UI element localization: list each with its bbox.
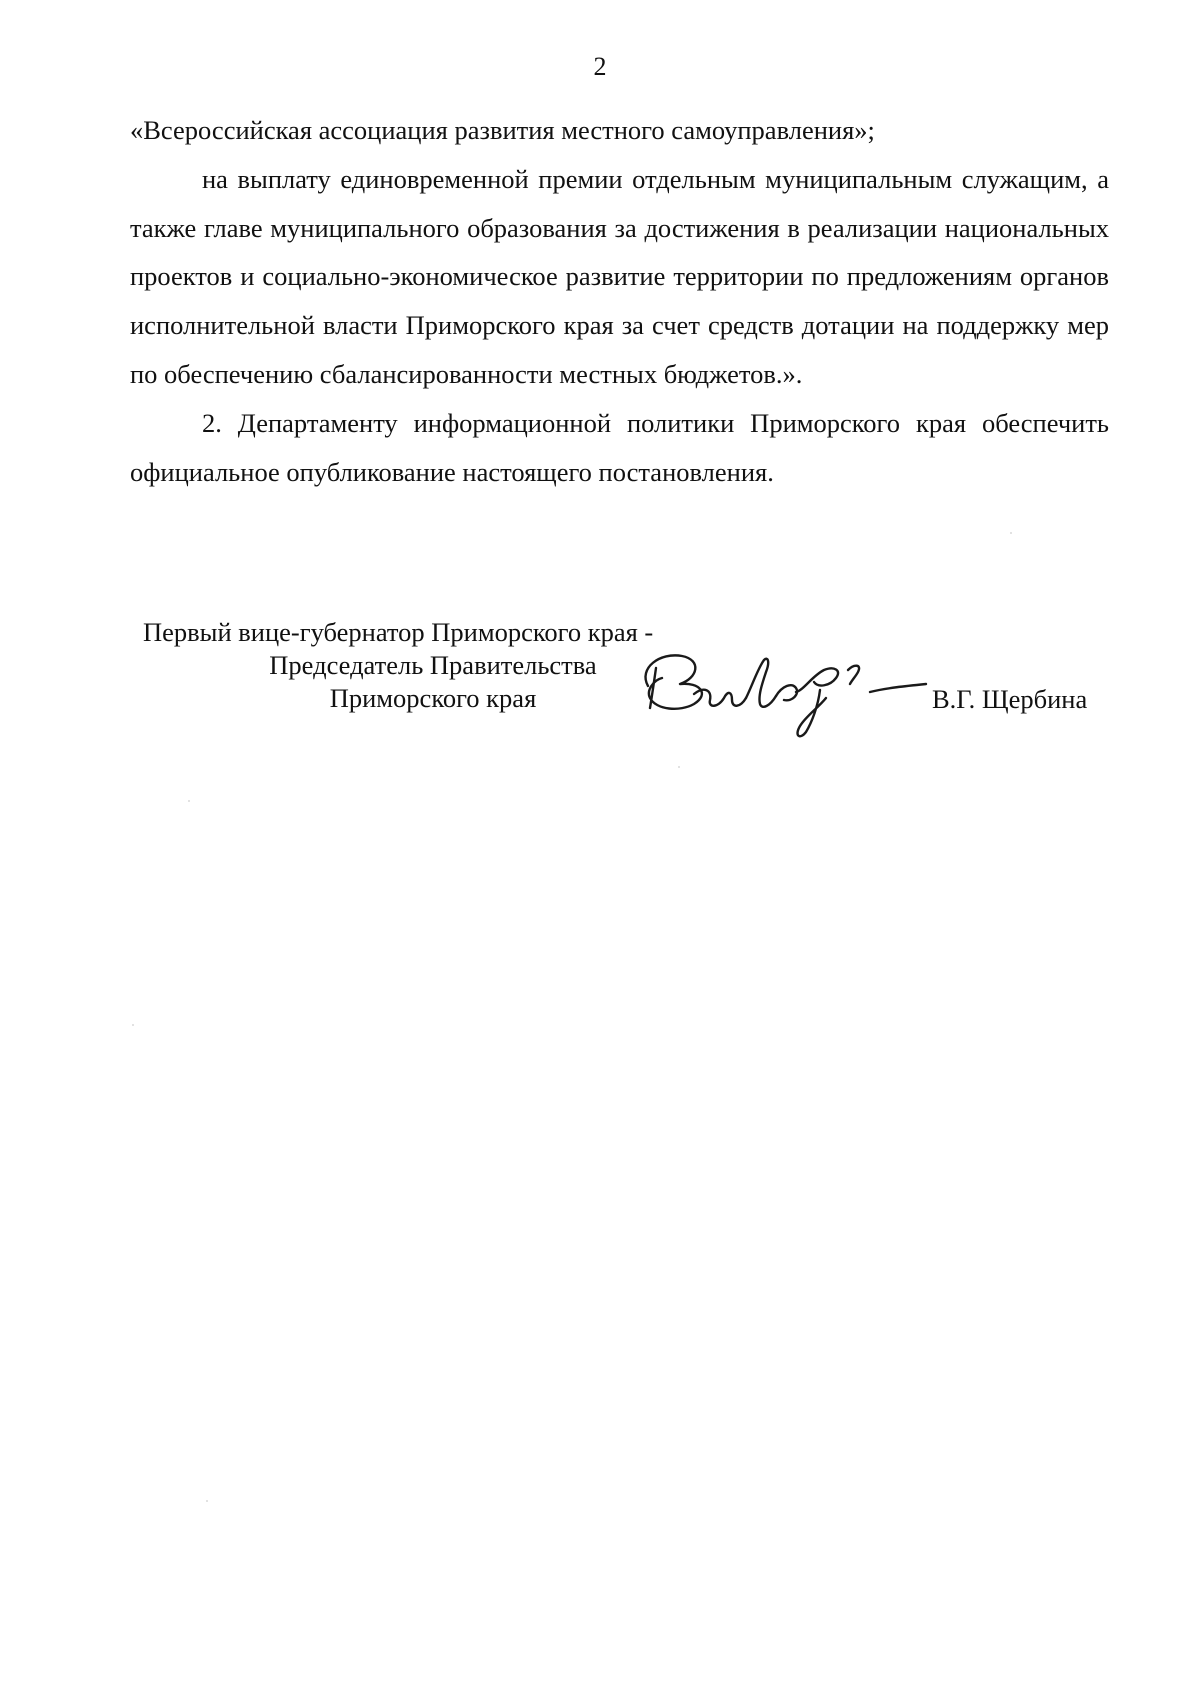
signer-title-line-2: Председатель Правительства	[269, 650, 597, 680]
scan-speck	[132, 1024, 134, 1026]
paragraph-association: «Всероссийская ассоциация развития местного самоуправления»;	[130, 115, 875, 145]
signer-title-line-1: Первый вице-губернатор Приморского края -	[143, 617, 654, 647]
scan-speck	[1010, 532, 1012, 534]
paragraph-bonus-payment: на выплату единовременной премии отдельным муниципальным служащим, а также главе муниципального образования за достижения в реализации национальных проектов и социально-экономическое развитие территории по предложениям органов исполнительной власти Приморского края за счет средств дотации на поддержку мер по обеспечению сбалансированности местных бюджетов.».	[130, 163, 1109, 389]
scan-speck	[678, 766, 680, 768]
handwritten-signature	[620, 646, 930, 746]
scan-speck	[188, 800, 190, 802]
signer-title	[143, 616, 703, 715]
page-number: 2	[593, 52, 607, 81]
paragraph-publication-order: 2. Департаменту информационной политики Приморского края обеспечить официальное опубликование настоящего постановления.	[130, 407, 1109, 487]
signature-block	[0, 616, 1200, 746]
signer-title-line-3: Приморского края	[329, 683, 537, 713]
document-body	[130, 106, 1109, 496]
signer-name: В.Г. Щербина	[932, 684, 1088, 714]
scan-speck	[206, 1500, 208, 1502]
